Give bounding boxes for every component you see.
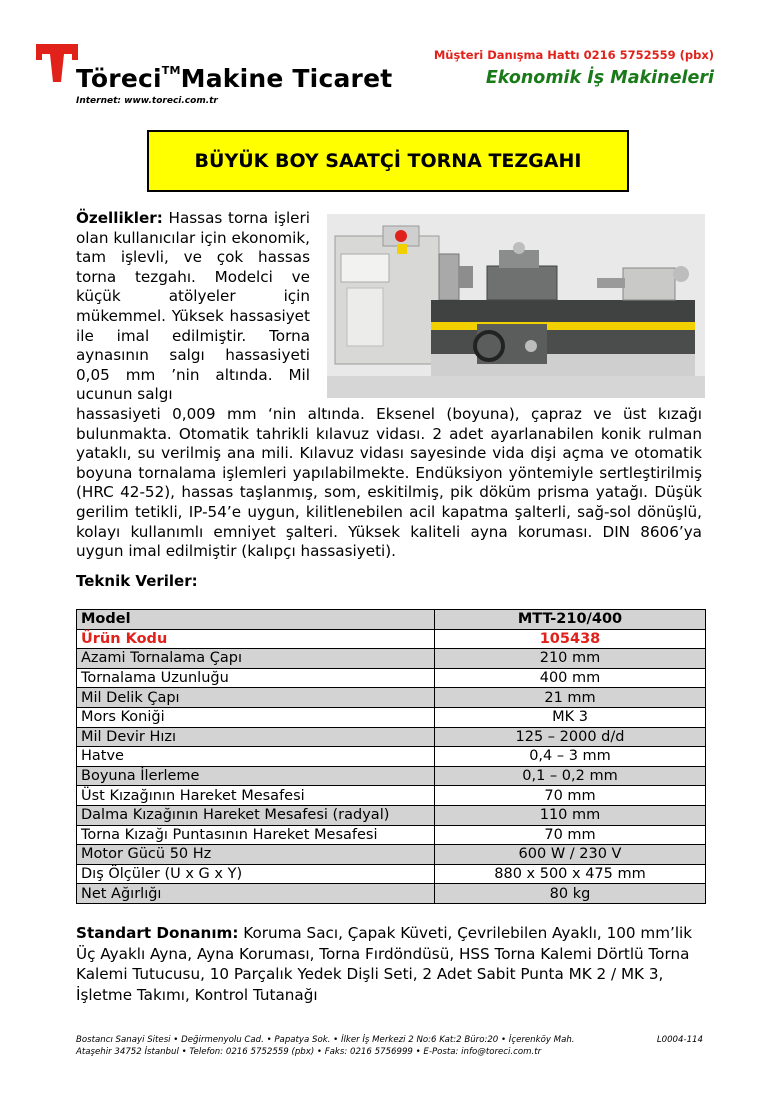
spec-label: Dış Ölçüler (U x G x Y) [77,864,435,884]
spec-label: Üst Kızağının Hareket Mesafesi [77,786,435,806]
table-row [77,786,706,806]
spec-value: 21 mm [435,688,706,708]
spec-table [76,609,706,904]
tech-data-heading: Teknik Veriler: [76,572,198,590]
spec-label: Dalma Kızağının Hareket Mesafesi (radyal) [77,805,435,825]
spec-label: Mil Delik Çapı [77,688,435,708]
spec-value: 400 mm [435,668,706,688]
spec-label: Boyuna İlerleme [77,766,435,786]
spec-label: Torna Kızağı Puntasının Hareket Mesafesi [77,825,435,845]
spec-label: Azami Tornalama Çapı [77,649,435,669]
spec-value: MK 3 [435,707,706,727]
spec-value: MTT-210/400 [435,610,706,630]
table-row [77,610,706,630]
spec-label: Tornalama Uzunluğu [77,668,435,688]
table-row [77,747,706,767]
features-label: Özellikler: [76,209,163,227]
table-row [77,668,706,688]
table-row [77,825,706,845]
spec-value: 0,1 – 0,2 mm [435,766,706,786]
spec-label: Ürün Kodu [77,629,435,649]
spec-label: Mors Koniği [77,707,435,727]
spec-value: 70 mm [435,825,706,845]
spec-label: Hatve [77,747,435,767]
table-row [77,649,706,669]
spec-label: Net Ağırlığı [77,884,435,904]
brand-name: Töreci™Makine Ticaret [76,63,393,93]
table-row [77,864,706,884]
toreci-logo [36,44,78,82]
tagline: Ekonomik İş Makineleri [485,68,714,88]
table-row [77,766,706,786]
table-row [77,884,706,904]
spec-value: 70 mm [435,786,706,806]
spec-value: 125 – 2000 d/d [435,727,706,747]
customer-hotline: Müşteri Danışma Hattı 0216 5752559 (pbx) [433,48,714,62]
standard-equipment-label: Standart Donanım: [76,924,239,942]
page-title [147,130,629,192]
lathe-machine-photo [327,214,705,398]
footer-contact: Ataşehir 34752 İstanbul • Telefon: 0216 5752559 (pbx) • Faks: 0216 5756999 • E-Posta: info@toreci.com.tr [76,1047,542,1057]
spec-value: 880 x 500 x 475 mm [435,864,706,884]
table-row [77,727,706,747]
spec-label: Motor Gücü 50 Hz [77,845,435,865]
spec-value: 80 kg [435,884,706,904]
spec-value: 600 W / 230 V [435,845,706,865]
spec-label: Mil Devir Hızı [77,727,435,747]
table-row [77,688,706,708]
table-row [77,805,706,825]
spec-value: 210 mm [435,649,706,669]
table-row [77,629,706,649]
table-row [77,707,706,727]
features-text-top: Özellikler: Hassas torna işleri olan kullanıcılar için ekonomik, tam işlevli, ve çok hassas torna tezgahı. Modelci ve küçük atölyeler için mükemmel. Yüksek hassasiyet ile imal edilmiştir. Torna aynasının salgı hassasiyeti 0,05 mm ’nin altında. Mil ucunun salgı [76,209,310,404]
page-title-text: BÜYÜK BOY SAATÇİ TORNA TEZGAHI [194,150,582,172]
spec-label: Model [77,610,435,630]
spec-value: 0,4 – 3 mm [435,747,706,767]
table-row [77,845,706,865]
document-number: L0004-114 [656,1035,703,1045]
website-link[interactable]: Internet: www.toreci.com.tr [76,96,218,106]
footer-address: Bostancı Sanayi Sitesi • Değirmenyolu Cad. • Papatya Sok. • İlker İş Merkezi 2 No:6 Kat:2 Büro:20 • İçerenköy Mah. [76,1035,575,1045]
spec-value: 105438 [435,629,706,649]
standard-equipment: Standart Donanım: Koruma Sacı, Çapak Küveti, Çevrilebilen Ayaklı, 100 mm’lik Üç Ayaklı Ayna, Ayna Koruması, Torna Fırdöndüsü, HSS Torna Kalemi Dörtlü Torna Kalemi Tutucusu, 10 Parçalık Yedek Dişli Seti, 2 Adet Sabit Punta MK 2 / MK 3, İşletme Takımı, Kontrol Tutanağı [76,924,693,1004]
features-text-bottom: hassasiyeti 0,009 mm ‘nin altında. Eksenel (boyuna), çapraz ve üst kızağı bulunmakta. Otomatik tahrikli kılavuz vidası. 2 adet ayarlanabilen konik rulman yataklı, su verilmiş ana mili. Kılavuz vidası sayesinde vida dişi açma ve otomatik boyuna tornalama işlemleri yapılabilmekte. Endüksiyon yöntemiyle sertleştirilmiş (HRC 42-52), hassas taşlanmış, som, eskitilmiş, pik döküm prisma yatağı. Düşük gerilim tetikli, IP-54’e uygun, kilitlenebilen acil kapatma şalterli, sağ-sol dönüşlü, kolayı kullanımlı emniyet şalteri. Yüksek kaliteli ayna koruması. DIN 8606’ya uygun imal edilmiştir (kalıpçı hassasiyeti). [76,405,702,561]
spec-value: 110 mm [435,805,706,825]
